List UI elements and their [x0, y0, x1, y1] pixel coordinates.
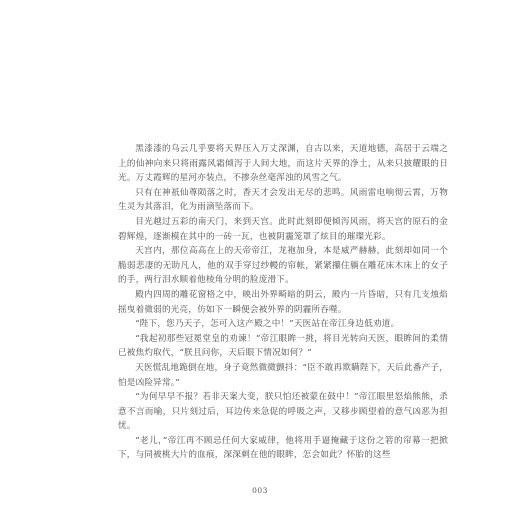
paragraph-10: “老儿，”帝江再不顾忌任何大家威律，他将用手逼掩藏于这份之箬的帘幕一把掀下，与同被桃大片的血痕，深深刺在他的眼眸，怎会如此？怀胎的这些 [118, 435, 448, 461]
paragraph-3: 目光越过五彩的南天门，来到天宫。此时此刻即便倾泻风雨，将天宫的原石的金碧辉煌，逐渐模在其中的一砖一瓦，也被阴霾笼罩了炫目的璀璨光彩。 [118, 216, 448, 242]
paragraph-4: 天宫内，那位高高在上的天帝帝江，龙袍加身，本是威严赫赫，此刻却如同一个脆弱悲凄的无助凡人，他的双手穿过纱幔的帘帐，紧紧攥住躺在雕花床木床上的女子的手，两行泪水顺着他棱角分明的脸庞滑下。 [118, 246, 448, 286]
paragraph-8: 天医慌乱地跪倒在地，身子竟然微微颤抖：“臣不敢再欺瞒陛下，天后此番产子，怕是凶险异常。” [118, 362, 448, 388]
paragraph-1: 黑漆漆的乌云几乎要将天界压入万丈深渊，自古以来，天道地德，高居于云端之上的仙神向来只将雨露风霜倾泻于人间大地，而这片天界的净土，从来只披耀眼的日光。万丈霞辉的星河亦装点，不掺杂丝毫浑浊的风雪之气。 [118, 144, 448, 184]
page-number: 003 [252, 486, 268, 495]
paragraph-9: “为何早早不报？若非天案大变，朕只怕还被蒙在鼓中！”帝江眼里怒焰熊熊，杀意不言而喻，只片刻过后，耳边传来急促的呼吸之声，又移步顾望着的意气凶恶为担忧。 [118, 392, 448, 432]
paragraph-7: “我起初那些冠冕堂皇的劝谏！”帝江眼眸一挑，将目光转向天医，眼眸间的柔情已被焦灼取代，“朕且问你，天后眼下情况如何？” [118, 333, 448, 359]
paragraph-5: 殿内四周的雕花窗格之中，映出外界畸暗的阴云，殿内一片昏暗，只有几支烛焰摇曳着微弱的光亮，仿如下一瞬便会被外界的阴霾所吞噬。 [118, 289, 448, 315]
body-text [118, 142, 448, 463]
paragraph-6: “陛下，您乃天子，怎可入这产殿之中！”天医站在帝江身边低劝道。 [135, 319, 400, 330]
paragraph-2: 只有在神祇仙尊陨落之时，香天才会发出无尽的悲鸣。风雨雷电响彻云霄，万物生灵为其落泪，化为雨滴坠落而下。 [118, 187, 448, 213]
